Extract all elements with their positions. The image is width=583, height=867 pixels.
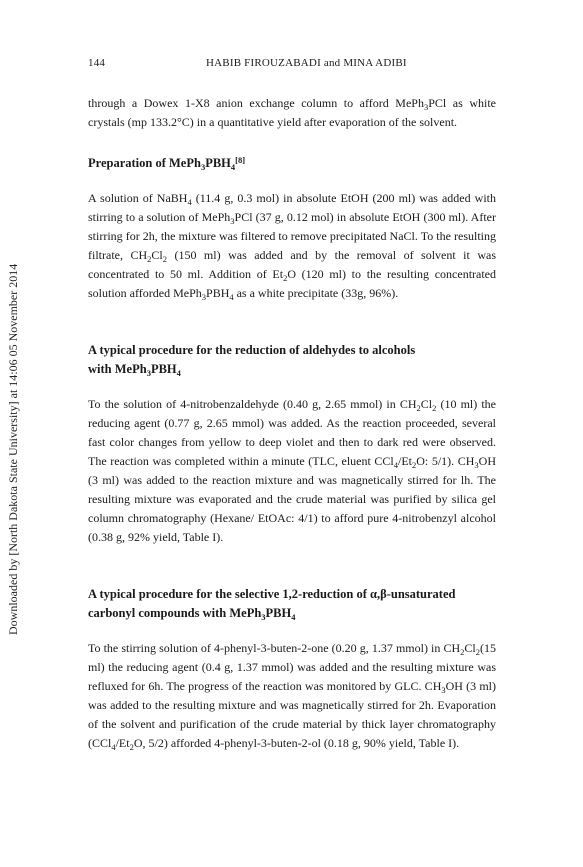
download-watermark-text: Downloaded by [North Dakota State University] at 14:06 05 November 2014 xyxy=(6,263,20,635)
aldehyde-reduction-paragraph: To the solution of 4-nitrobenzaldehyde (0.40 g, 2.65 mmol) in $CH_2Cl_2$ (10 ml) the reducing agent (0.77 g, 2.65 mmol) was added. As the reaction proceeded, several fast color changes from yellow to deep violet and then to dark red were observed. The reaction was completed within a minute (TLC, eluent $CCl_4/Et_2O$: 5/1). $CH_3OH$ (3 ml) was added to the reaction mixture and was magnetically stirred for lh. The resulting mixture was evaporated and the crude material was purified by silica gel column chromatography (Hexane/ EtOAc: 4/1) to afford pure 4-nitrobenzyl alcohol (0.38 g, 92% yield, Table I). xyxy=(88,397,497,544)
intro-paragraph: through a Dowex 1-X8 anion exchange column to afford MePh$_3$PCl as white crystals (mp 133.2°C) in a quantitative yield after evaporation of the solvent. xyxy=(88,96,496,129)
section-heading-aldehyde-reduction: A typical procedure for the reduction of aldehydes to alcohols with $MePh_3PBH_4$ xyxy=(88,343,416,378)
preparation-paragraph: A solution of NaBH$_4$ (11.4 g, 0.3 mol) in absolute EtOH (200 ml) was added with stirring to a solution of MePh$_3$PCl (37 g, 0.12 mol) in absolute EtOH (300 ml). After stirring for 2h, the mixture was filtered to remove precipitated NaCl. To the resulting filtrate, $CH_2Cl_2$ (150 ml) was added and by the removal of solvent it was concentrated to 50 ml. Addition of $Et_2O$ (120 ml) to the resulting concentrated solution afforded $MePh_3PBH_4$ as a white precipitate (33g, 96%). xyxy=(88,191,497,302)
download-watermark xyxy=(6,0,20,867)
author-header: HABIB FIROUZABADI and MINA ADIBI xyxy=(206,57,407,69)
selective-reduction-paragraph: To the stirring solution of 4-phenyl-3-buten-2-one (0.20 g, 1.37 mmol) in $CH_2Cl_2(15$ ml) the reducing agent (0.4 g, 1.37 mmol) was added and the resulting mixture was refluxed for 6h. The progress of the reaction was monitored by GLC. $CH_3OH$ (3 ml) was added to the resulting mixture and was magnetically stirred for 2h. Evaporation of the solvent and purification of the crude material by thick layer chromatography ($CCl_4/Et_2O$, 5/2) afforded 4-phenyl-3-buten-2-ol (0.18 g, 90% yield, Table I). xyxy=(88,641,496,752)
page-number: 144 xyxy=(88,57,106,69)
section-heading-preparation: Preparation of $MePh_3PBH_4[8]$ xyxy=(88,155,246,172)
section-heading-selective-reduction: A typical procedure for the selective 1,2-reduction of α,β-unsaturated carbonyl compounds with $MePh_3PBH_4$ xyxy=(88,587,456,622)
article-body xyxy=(88,94,496,753)
